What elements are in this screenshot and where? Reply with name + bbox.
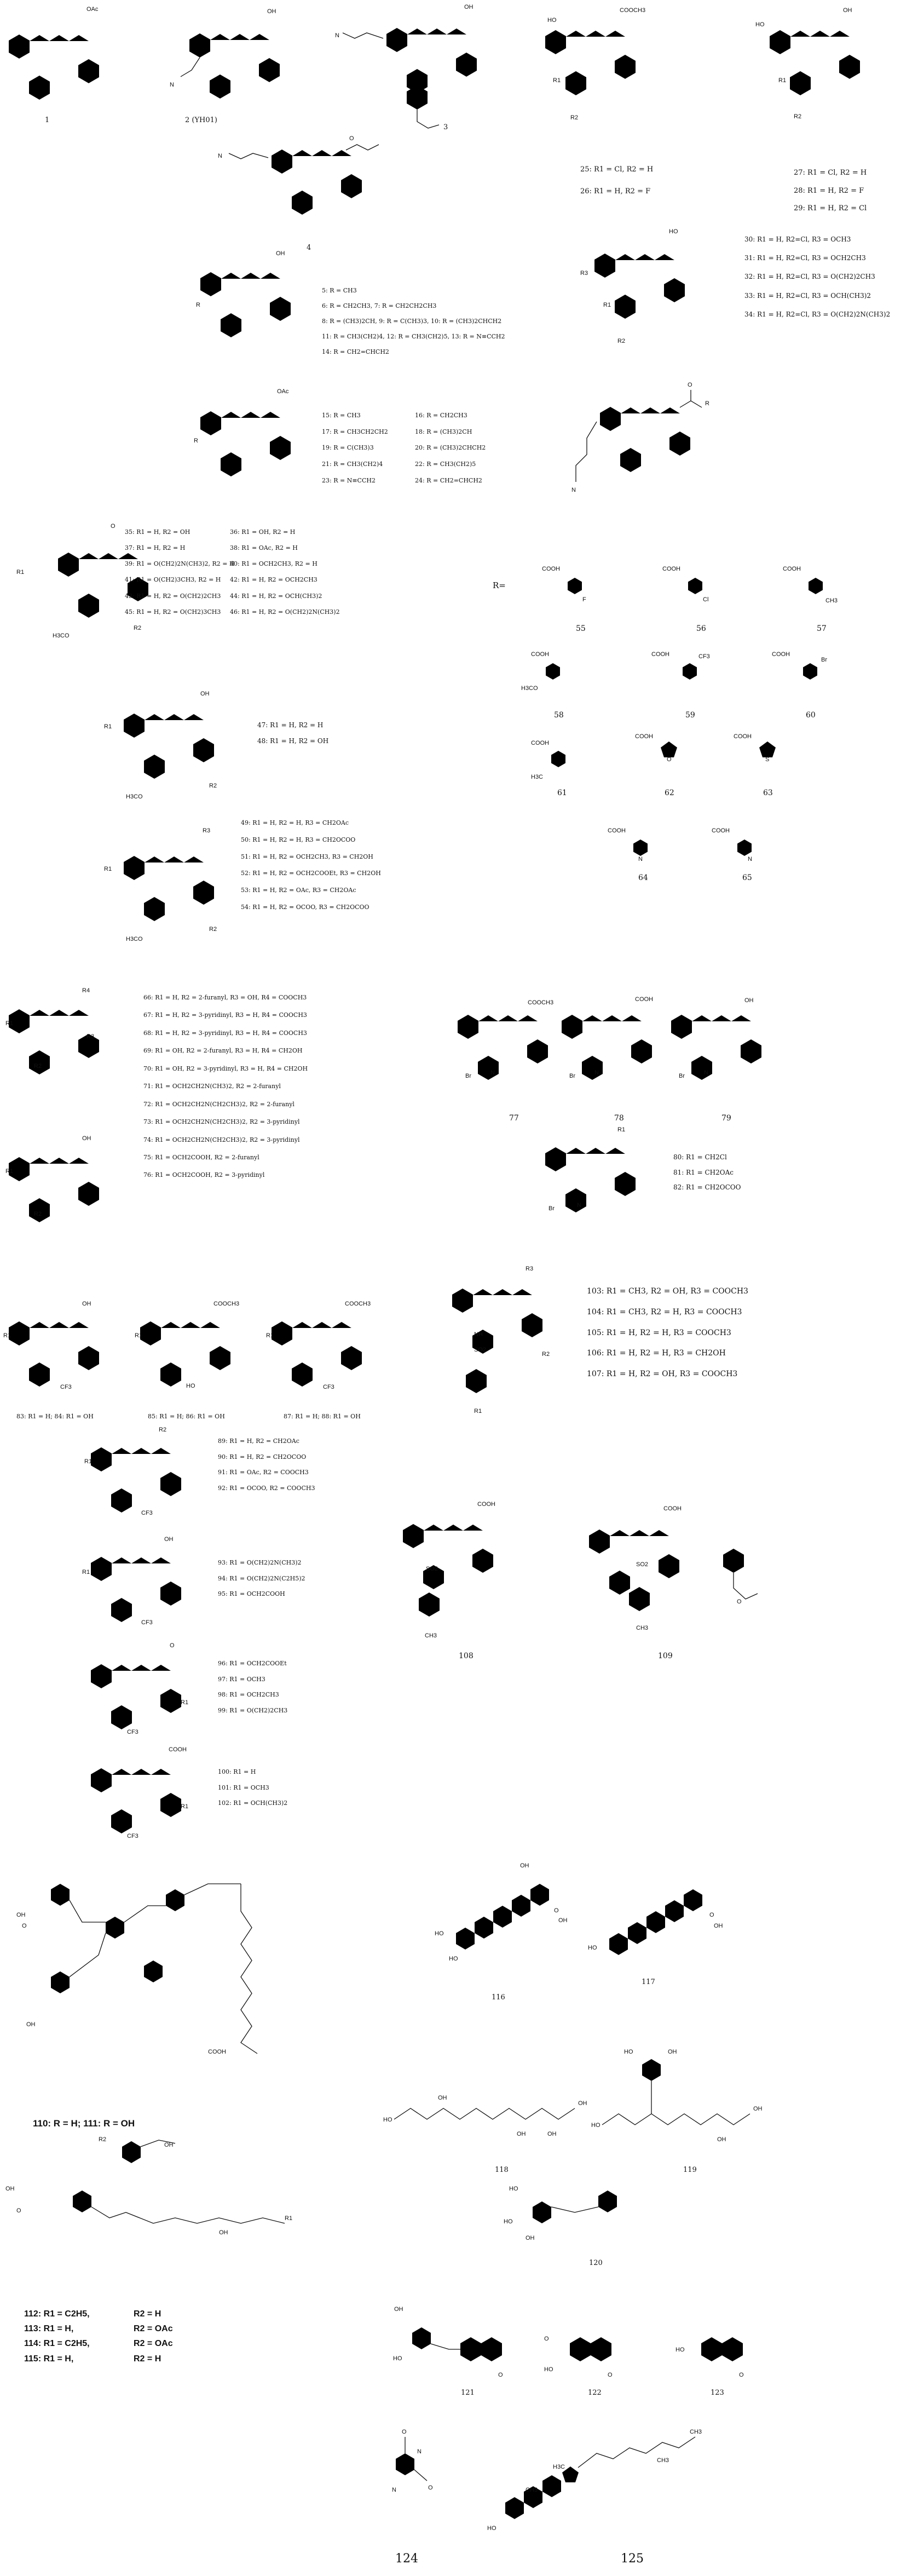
- structure-compound-108: [394, 1500, 536, 1665]
- svg-text:HO: HO: [186, 1383, 195, 1389]
- svg-text:O: O: [111, 523, 116, 530]
- substituent-list-27-29: 27: R1 = Cl, R2 = H 28: R1 = H, R2 = F 29: R1 = H, R2 = Cl: [794, 169, 867, 212]
- svg-text:O: O: [739, 2372, 744, 2378]
- svg-text:R: R: [194, 438, 198, 444]
- svg-text:R3: R3: [203, 827, 211, 834]
- svg-text:R3: R3: [580, 270, 588, 277]
- structure-compound-49-54: [93, 816, 257, 958]
- svg-text:COOH: COOH: [608, 827, 626, 834]
- svg-text:O: O: [709, 1912, 714, 1918]
- substituent-list-49-54: 49: R1 = H, R2 = H, R3 = CH2OAc 50: R1 = H, R2 = H, R3 = CH2OCOO 51: R1 = H, R2 = OCH2CH3, R3 = CH2OH 52: R1 = H, R2 = OCH2COOEt, R3 = CH2OH 53: R1 = H, R2 = OAc, R3 = CH2OAc 54: R1 = H, R2 = OCOO, R3 = CH2OCOO: [241, 819, 381, 911]
- svg-text:COOH: COOH: [662, 566, 680, 572]
- svg-text:O: O: [428, 2485, 433, 2491]
- svg-text:R2: R2: [570, 114, 579, 121]
- svg-text:HO: HO: [504, 2218, 513, 2225]
- svg-text:COOH: COOH: [783, 566, 801, 572]
- svg-text:O: O: [170, 1642, 175, 1649]
- svg-text:F: F: [582, 596, 586, 603]
- svg-text:OH: OH: [558, 1917, 568, 1924]
- svg-text:N: N: [594, 1070, 599, 1076]
- svg-text:OH: OH: [714, 1923, 723, 1929]
- structure-compound-89-92: [77, 1424, 219, 1533]
- structure-compound-66-70: [0, 986, 142, 1095]
- svg-text:H3CO: H3CO: [126, 936, 143, 942]
- compound-label-109: 109: [658, 1652, 673, 1660]
- structure-compound-110-111: [0, 1862, 307, 2092]
- svg-text:H3CO: H3CO: [126, 794, 143, 800]
- substituent-list-30-34: 30: R1 = H, R2=Cl, R3 = OCH3 31: R1 = H, R2=Cl, R3 = OCH2CH3 32: R1 = H, R2=Cl, R3 = O(CH2)2CH3 33: R1 = H, R2=Cl, R3 = OCH(CH3)2 34: R1 = H, R2=Cl, R3 = O(CH2)2N(CH3)2: [744, 235, 891, 318]
- structure-compound-118: [383, 2075, 591, 2147]
- svg-text:R: R: [705, 400, 709, 407]
- svg-text:OH: OH: [464, 4, 474, 10]
- svg-text:R3: R3: [86, 1033, 95, 1040]
- svg-text:R1: R1: [181, 1699, 189, 1706]
- svg-text:N: N: [577, 1202, 581, 1209]
- structure-compound-96-99: [77, 1643, 219, 1752]
- svg-text:R1: R1: [778, 77, 787, 84]
- substituent-list-96-99: 96: R1 = OCH2COOEt 97: R1 = OCH3 98: R1 = OCH2CH3 99: R1 = O(CH2)2CH3: [218, 1660, 288, 1714]
- svg-text:HO: HO: [435, 1930, 444, 1937]
- svg-text:O: O: [402, 2429, 407, 2435]
- svg-text:R2: R2: [617, 338, 626, 344]
- svg-text:HO: HO: [449, 1956, 458, 1962]
- svg-text:Br: Br: [679, 1073, 685, 1079]
- compound-label-119: 119: [683, 2166, 697, 2174]
- svg-text:COOCH3: COOCH3: [528, 999, 554, 1006]
- substituent-list-112-115: 112: R1 = C2H5, R2 = H 113: R1 = H, R2 = OAc 114: R1 = C2H5, R2 = OAc 115: R1 = H, R2 = H: [24, 2309, 173, 2364]
- svg-text:R2: R2: [34, 1063, 42, 1070]
- compound-label-1: 1: [45, 116, 50, 124]
- svg-text:OH: OH: [753, 2106, 763, 2112]
- svg-text:Br: Br: [821, 657, 827, 663]
- structure-compound-77: [460, 997, 569, 1106]
- svg-text:CF3: CF3: [127, 1729, 138, 1735]
- svg-text:R2: R2: [99, 2136, 107, 2143]
- svg-text:OH: OH: [717, 2136, 726, 2143]
- compound-label-2: 2 (YH01): [185, 116, 218, 124]
- svg-text:HO: HO: [588, 1945, 597, 1951]
- compound-label-125: 125: [621, 2552, 644, 2566]
- svg-text:R1: R1: [181, 1803, 189, 1810]
- svg-text:R1: R1: [82, 1569, 90, 1576]
- structure-compound-1: [0, 0, 142, 120]
- svg-text:HO: HO: [383, 2117, 392, 2123]
- svg-text:OH: OH: [82, 1301, 91, 1307]
- svg-text:O: O: [22, 1923, 27, 1929]
- svg-text:HO: HO: [487, 2525, 496, 2532]
- structure-compound-4: [203, 131, 411, 246]
- svg-text:CF3: CF3: [141, 1619, 153, 1626]
- compound-label-77: 77: [509, 1114, 519, 1123]
- svg-text:Br: Br: [549, 1205, 555, 1212]
- svg-text:OH: OH: [164, 2142, 174, 2148]
- svg-text:OH: OH: [26, 2021, 36, 2028]
- svg-text:COOCH3: COOCH3: [620, 7, 646, 14]
- svg-text:CH3: CH3: [526, 2487, 538, 2493]
- compound-label-65: 65: [742, 873, 752, 882]
- substituent-label-87-88: 87: R1 = H; 88: R1 = OH: [284, 1413, 361, 1420]
- svg-text:CF3: CF3: [323, 1384, 334, 1390]
- svg-text:COOH: COOH: [531, 651, 549, 658]
- svg-text:HO: HO: [669, 228, 678, 235]
- compound-label-55: 55: [576, 624, 586, 633]
- svg-text:Cl: Cl: [703, 596, 709, 603]
- structure-compound-123: [673, 2311, 794, 2388]
- compound-label-3: 3: [443, 123, 448, 131]
- svg-text:R1: R1: [84, 1458, 93, 1465]
- structure-compound-124: [361, 2410, 460, 2519]
- substituent-list-25-26: 25: R1 = Cl, R2 = H 26: R1 = H, R2 = F: [580, 165, 654, 196]
- svg-text:COOH: COOH: [712, 827, 730, 834]
- svg-text:R1: R1: [104, 723, 112, 730]
- svg-text:COOH: COOH: [169, 1746, 187, 1753]
- svg-text:O: O: [544, 2336, 549, 2342]
- svg-text:COOCH3: COOCH3: [345, 1301, 371, 1307]
- compound-label-59: 59: [685, 711, 695, 720]
- svg-text:R3: R3: [526, 1266, 534, 1272]
- svg-text:O: O: [688, 382, 692, 388]
- svg-text:N: N: [170, 82, 174, 88]
- svg-text:N: N: [392, 2487, 396, 2493]
- r-equals-label: R=: [493, 580, 506, 590]
- svg-text:O: O: [349, 135, 354, 142]
- svg-text:H3CO: H3CO: [521, 685, 538, 692]
- svg-text:COOH: COOH: [208, 2049, 226, 2055]
- substituent-list-47-48: 47: R1 = H, R2 = H 48: R1 = H, R2 = OH: [257, 721, 329, 745]
- structure-compound-5-14: [181, 241, 328, 361]
- substituent-list-5-14: 5: R = CH3 6: R = CH2CH3, 7: R = CH2CH2CH3 8: R = (CH3)2CH, 9: R = C(CH3)3, 10: R = (CH3)2CHCH2 11: R = CH3(CH2)4, 12: R = CH3(CH2)5, 13: R = N≡CCH2 14: R = CH2=CHCH2: [322, 287, 505, 356]
- structure-compound-117: [580, 1851, 744, 1977]
- svg-text:O: O: [608, 2372, 613, 2378]
- svg-text:HO: HO: [509, 2186, 518, 2192]
- svg-text:OH: OH: [200, 691, 210, 697]
- svg-text:R1: R1: [16, 569, 25, 576]
- svg-text:R1: R1: [5, 1168, 14, 1175]
- compound-label-121: 121: [461, 2389, 475, 2397]
- structure-compound-122: [542, 2311, 662, 2388]
- structure-compound-100-102: [77, 1747, 219, 1856]
- compound-label-58: 58: [554, 711, 564, 720]
- structure-ester-template-55-65: [547, 361, 734, 531]
- svg-text:H3CO: H3CO: [53, 633, 70, 639]
- svg-text:OH: OH: [520, 1862, 529, 1869]
- structure-compound-2: [159, 0, 323, 126]
- compound-label-62: 62: [665, 789, 674, 797]
- structure-compound-25-26: [526, 0, 668, 131]
- svg-text:HO: HO: [547, 17, 557, 24]
- svg-text:O: O: [737, 1599, 742, 1605]
- svg-text:R2: R2: [34, 1211, 42, 1217]
- svg-text:SO2: SO2: [426, 1566, 438, 1572]
- svg-text:CH3: CH3: [690, 2429, 702, 2435]
- structure-compound-120: [493, 2169, 657, 2256]
- svg-text:R1: R1: [3, 1332, 11, 1339]
- structure-compound-47-48: [93, 679, 257, 810]
- svg-text:R1: R1: [603, 302, 611, 308]
- structure-compound-15-24: [181, 378, 328, 498]
- substituent-list-89-92: 89: R1 = H, R2 = CH2OAc 90: R1 = H, R2 = CH2OCOO 91: R1 = OAc, R2 = COOCH3 92: R1 = OCOO, R2 = COOCH3: [218, 1438, 315, 1492]
- svg-text:N: N: [638, 856, 643, 863]
- svg-text:R2: R2: [159, 1427, 167, 1433]
- svg-text:HO: HO: [624, 2049, 633, 2055]
- svg-text:HO: HO: [755, 21, 765, 28]
- compound-label-122: 122: [588, 2389, 602, 2397]
- substituent-list-80-82: 80: R1 = CH2Cl 81: R1 = CH2OAc 82: R1 = CH2OCOO: [673, 1153, 741, 1192]
- svg-text:OH: OH: [276, 250, 285, 257]
- compound-label-4: 4: [307, 244, 311, 252]
- svg-text:OH: OH: [517, 2131, 526, 2137]
- substituent-list-100-102: 100: R1 = H 101: R1 = OCH3 102: R1 = OCH(CH3)2: [218, 1768, 288, 1807]
- svg-text:COOH: COOH: [635, 996, 653, 1003]
- compound-label-124: 124: [395, 2552, 418, 2566]
- structure-compound-116: [427, 1851, 591, 1977]
- structure-compound-109: [569, 1500, 799, 1665]
- substituent-label-83-84: 83: R1 = H; 84: R1 = OH: [16, 1413, 94, 1420]
- structure-compound-125: [471, 2399, 755, 2541]
- svg-text:N: N: [417, 2448, 422, 2455]
- structure-compound-112-115: [0, 2130, 307, 2295]
- svg-text:OH: OH: [578, 2100, 587, 2107]
- r-group-grid-55-65: [521, 564, 909, 915]
- svg-text:COOH: COOH: [734, 733, 752, 740]
- compound-label-116: 116: [492, 1993, 505, 2002]
- svg-text:CH3: CH3: [425, 1632, 437, 1639]
- svg-text:N: N: [704, 1070, 708, 1076]
- svg-text:OH: OH: [82, 1135, 91, 1142]
- svg-text:OH: OH: [5, 2186, 15, 2192]
- svg-text:S: S: [765, 756, 770, 763]
- compound-label-123: 123: [711, 2389, 724, 2397]
- svg-text:OH: OH: [267, 8, 276, 15]
- svg-text:R2: R2: [209, 783, 217, 789]
- compound-label-57: 57: [817, 624, 827, 633]
- svg-text:OH: OH: [16, 1912, 26, 1918]
- compound-label-60: 60: [806, 711, 816, 720]
- structure-compound-119: [591, 2043, 788, 2147]
- svg-text:R2: R2: [542, 1351, 550, 1358]
- svg-text:OH: OH: [438, 2095, 447, 2101]
- svg-text:OH: OH: [526, 2235, 535, 2241]
- svg-text:HO: HO: [393, 2355, 402, 2362]
- svg-text:HO: HO: [675, 2347, 685, 2353]
- svg-text:CF3: CF3: [141, 1510, 153, 1516]
- svg-text:COOH: COOH: [542, 566, 560, 572]
- svg-text:OAc: OAc: [86, 6, 99, 13]
- structure-compound-78: [564, 997, 673, 1106]
- svg-text:COOH: COOH: [772, 651, 790, 658]
- substituent-label-85-86: 85: R1 = H; 86: R1 = OH: [148, 1413, 225, 1420]
- substituent-label-110-111: 110: R = H; 111: R = OH: [33, 2118, 135, 2129]
- svg-text:R2: R2: [209, 926, 217, 933]
- svg-text:H3C: H3C: [553, 2464, 565, 2470]
- svg-text:R1: R1: [553, 77, 561, 84]
- svg-text:O: O: [667, 756, 672, 763]
- svg-text:R1: R1: [104, 866, 112, 872]
- svg-text:OH: OH: [547, 2131, 557, 2137]
- structure-compound-71-76: [0, 1128, 142, 1238]
- svg-text:SO2: SO2: [636, 1561, 649, 1568]
- substituent-list-15-24: 15: R = CH3 16: R = CH2CH3 17: R = CH3CH2CH2 18: R = (CH3)2CH 19: R = C(CH3)3 20: R = (CH3)2CHCH2 21: R = CH3(CH2)4 22: R = CH3(CH2)5 23: R = N≡CCH2 24: R = CH2=CHCH2: [322, 412, 486, 484]
- structure-compound-79: [673, 997, 783, 1106]
- svg-text:N: N: [571, 487, 576, 493]
- svg-text:COOH: COOH: [663, 1505, 682, 1512]
- svg-text:OH: OH: [164, 1536, 174, 1543]
- svg-text:N: N: [490, 1070, 495, 1076]
- svg-text:R1: R1: [135, 1332, 143, 1339]
- compound-label-79: 79: [721, 1114, 731, 1123]
- svg-text:OH: OH: [394, 2306, 403, 2313]
- svg-text:CH3: CH3: [636, 1625, 649, 1631]
- svg-text:R1: R1: [285, 2215, 293, 2222]
- svg-text:R4: R4: [82, 987, 90, 994]
- svg-text:NH: NH: [474, 1331, 483, 1338]
- svg-text:R: R: [196, 302, 200, 308]
- svg-text:N: N: [218, 153, 222, 159]
- structure-compound-80-82: [536, 1123, 668, 1243]
- svg-text:SO2: SO2: [474, 1347, 487, 1353]
- svg-text:COOH: COOH: [651, 651, 669, 658]
- substituent-list-35-46: 35: R1 = H, R2 = OH 36: R1 = OH, R2 = H 37: R1 = H, R2 = H 38: R1 = OAc, R2 = H 39: R1 = O(CH2)2N(CH3)2, R2 = H 40: R1 = OCH2CH3, R2 = H 41: R1 = O(CH2)3CH3, R2 = H 42: R1 = H, R2 = OCH2CH3 43: R1 = H, R2 = O(CH2)2CH3 44: R1 = H, R2 = OCH(CH3)2 45: R1 = H, R2 = O(CH2)3CH3 46: R1 = H, R2 = O(CH2)2N(CH3)2: [125, 528, 340, 616]
- compound-label-108: 108: [459, 1652, 474, 1660]
- svg-text:COOH: COOH: [635, 733, 653, 740]
- svg-text:N: N: [748, 856, 752, 863]
- compound-label-56: 56: [696, 624, 706, 633]
- svg-text:N: N: [335, 32, 339, 39]
- svg-text:H3C: H3C: [531, 774, 544, 780]
- svg-text:R2: R2: [134, 625, 142, 631]
- svg-text:R1: R1: [617, 1126, 626, 1133]
- structure-compound-30-34: [553, 214, 734, 345]
- svg-text:OAc: OAc: [277, 388, 289, 395]
- svg-text:CF3: CF3: [127, 1833, 138, 1839]
- structure-compound-85-86: [131, 1298, 268, 1407]
- svg-text:Br: Br: [465, 1073, 471, 1079]
- svg-text:CF3: CF3: [60, 1384, 72, 1390]
- compound-label-63: 63: [763, 789, 773, 797]
- compound-label-118: 118: [495, 2166, 509, 2174]
- structure-compound-3: [323, 0, 509, 137]
- substituent-list-93-95: 93: R1 = O(CH2)2N(CH3)2 94: R1 = O(CH2)2N(C2H5)2 95: R1 = OCH2COOH: [218, 1559, 305, 1598]
- structure-compound-103-107: [432, 1260, 586, 1418]
- svg-text:COOH: COOH: [531, 740, 549, 746]
- svg-text:HO: HO: [591, 2122, 601, 2129]
- compound-label-120: 120: [589, 2259, 603, 2267]
- structure-compound-87-88: [263, 1298, 400, 1407]
- svg-text:O: O: [16, 2207, 21, 2214]
- svg-text:OH: OH: [843, 7, 852, 14]
- structure-compound-121: [389, 2300, 542, 2388]
- svg-text:O: O: [498, 2372, 503, 2378]
- compound-label-78: 78: [614, 1114, 624, 1123]
- compound-label-117: 117: [642, 1978, 655, 1986]
- compound-label-64: 64: [638, 873, 648, 882]
- structure-compound-93-95: [77, 1536, 219, 1648]
- svg-text:CH3: CH3: [825, 597, 838, 604]
- svg-text:CF3: CF3: [698, 653, 710, 660]
- svg-text:OH: OH: [219, 2229, 228, 2236]
- svg-text:R1: R1: [474, 1408, 482, 1415]
- substituent-list-66-76: 66: R1 = H, R2 = 2-furanyl, R3 = OH, R4 = COOCH3 67: R1 = H, R2 = 3-pyridinyl, R3 = H, R4 = COOCH3 68: R1 = H, R2 = 3-pyridinyl, R3 = H, R4 = COOCH3 69: R1 = OH, R2 = 2-furanyl, R3 = H, R4 = CH2OH 70: R1 = OH, R2 = 3-pyridinyl, R3 = H, R4 = CH2OH 71: R1 = OCH2CH2N(CH3)2, R2 = 2-furanyl 72: R1 = OCH2CH2N(CH2CH3)2, R2 = 2-furanyl 73: R1 = OCH2CH2N(CH2CH3)2, R2 = 3-pyridinyl 74: R1 = OCH2CH2N(CH2CH3)2, R2 = 3-pyridinyl 75: R1 = OCH2COOH, R2 = 2-furanyl 76: R1 = OCH2COOH, R2 = 3-pyridinyl: [143, 994, 308, 1179]
- svg-text:HO: HO: [544, 2366, 553, 2373]
- svg-text:COOH: COOH: [477, 1501, 495, 1508]
- svg-text:Br: Br: [569, 1073, 575, 1079]
- svg-text:R1: R1: [5, 1020, 14, 1027]
- structure-compound-27-29: [734, 0, 898, 131]
- svg-text:OH: OH: [668, 2049, 677, 2055]
- compound-label-61: 61: [557, 789, 567, 797]
- svg-text:OH: OH: [744, 997, 754, 1004]
- svg-text:O: O: [554, 1907, 559, 1914]
- svg-text:CH3: CH3: [657, 2457, 669, 2464]
- svg-text:R1: R1: [266, 1332, 274, 1339]
- svg-text:COOCH3: COOCH3: [213, 1301, 240, 1307]
- svg-text:R2: R2: [794, 113, 802, 120]
- substituent-list-103-107: 103: R1 = CH3, R2 = OH, R3 = COOCH3 104: R1 = CH3, R2 = H, R3 = COOCH3 105: R1 = H, R2 = H, R3 = COOCH3 106: R1 = H, R2 = H, R3 = CH2OH 107: R1 = H, R2 = OH, R3 = COOCH3: [587, 1287, 748, 1379]
- structure-compound-83-84: [0, 1298, 137, 1407]
